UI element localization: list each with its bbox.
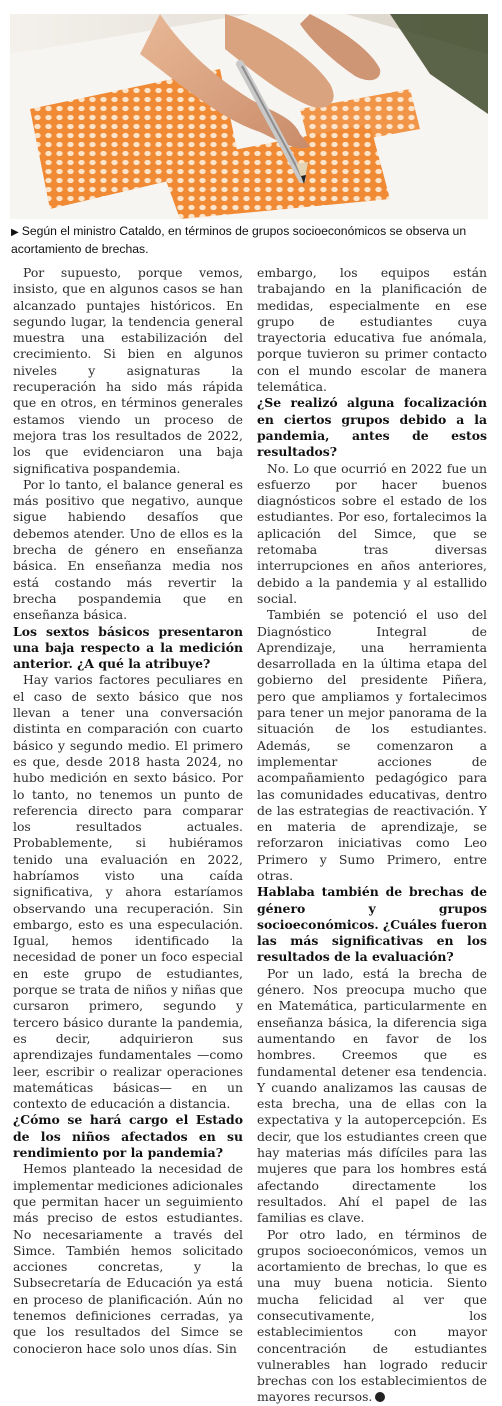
- filled-circle-icon: [375, 1392, 385, 1402]
- paragraph: embargo, los equipos están trabajando en la planificación de medidas, especialmente en ese grupo de estudiantes cuya trayectoria educativa fue anómala, porque tuvieron su primer contacto con el mundo escolar de manera telemática.: [257, 265, 487, 395]
- triangle-right-icon: ▶: [11, 227, 19, 238]
- article-photo: [10, 14, 488, 219]
- paragraph: También se potenció el uso del Diagnóstico Integral de Aprendizaje, una herramienta desarrollada en la última etapa del gobierno del presidente Piñera, pero que ampliamos y fortalecimos para tener un mejor panorama de la situación de los estudiantes. Además, se comenzaron a implementar acciones de acompañamiento pedagógico para las comunidades educativas, dentro de las estrategias de reactivación. Y en materia de aprendizaje, se reforzaron iniciativas como Leo Primero y Sumo Primero, entre otras.: [257, 607, 487, 883]
- interview-question: ¿Cómo se hará cargo el Estado de los niños afectados en su rendimiento por la pandemia?: [13, 1112, 243, 1161]
- paragraph: Por un lado, está la brecha de género. Nos preocupa mucho que en Matemática, particularmente en enseñanza básica, la diferencia siga aumentando en favor de los hombres. Creemos que es fundamental detener esa tendencia. Y cuando analizamos las causas de esta brecha, una de ellas con la expectativa y la autopercepción. Es decir, que los estudiantes creen que hay materias más difíciles para las mujeres que para los hombres está afectando directamente los resultados. Ahí el papel de las familias es clave.: [257, 965, 487, 1226]
- left-column: [13, 265, 243, 1357]
- interview-question: Hablaba también de brechas de género y grupos socioeconómicos. ¿Cuáles fueron las más significativas en los resultados de la evaluación?: [257, 884, 488, 965]
- right-column: [257, 265, 487, 1406]
- paragraph: [257, 1227, 487, 1406]
- paragraph: No. Lo que ocurrió en 2022 fue un esfuerzo por hacer buenos diagnósticos sobre el estado de los estudiantes. Por eso, fortalecimos la aplicación del Simce, que se retomaba tras diversas interrupciones en años anteriores, debido a la pandemia y al estallido social.: [257, 460, 487, 606]
- photo-caption: [11, 223, 489, 257]
- paragraph: Hay varios factores peculiares en el caso de sexto básico que nos llevan a tener una conversación distinta en comparación con cuarto básico y segundo medio. El primero es que, desde 2018 hasta 2024, no hubo medición en sexto básico. Por lo tanto, no tenemos un punto de referencia directo para comparar los resultados actuales. Probablemente, si hubiéramos tenido una evaluación en 2022, habríamos visto una caída significativa, y ahora estaríamos observando una recuperación. Sin embargo, esto es una especulación. Igual, hemos identificado la necesidad de poner un foco especial en este grupo de estudiantes, porque se trata de niños y niñas que cursaron primero, segundo y tercero básico durante la pandemia, es decir, adquirieron sus aprendizajes fundamentales —como leer, escribir o realizar operaciones matemáticas básicas— en un contexto de educación a distancia.: [13, 672, 243, 1112]
- exam-answer-sheet-photo: [10, 14, 488, 219]
- interview-question: ¿Se realizó alguna focalización en ciertos grupos debido a la pandemia, antes de estos resultados?: [257, 395, 487, 460]
- final-paragraph-text: Por otro lado, en términos de grupos socioeconómicos, vemos un acortamiento de brechas, lo que es una muy buena noticia. Siento mucha felicidad al ver que consecutivamente, los establecimientos con mayor concentración de estudiantes vulnerables han logrado reducir brechas con los establecimientos de mayores recursos.: [257, 1226, 487, 1405]
- paragraph: Por lo tanto, el balance general es más positivo que negativo, aunque sigue habiendo desafíos que debemos atender. Uno de ellos es la brecha de género en enseñanza básica. En enseñanza media nos está costando más revertir la brecha pospandemia que en enseñanza básica.: [13, 476, 243, 623]
- paragraph: Por supuesto, porque vemos, insisto, que en algunos casos se han alcanzado puntajes históricos. En segundo lugar, la tendencia general muestra una estabilización del crecimiento. Si bien en algunos niveles y asignaturas la recuperación ha sido más rápida que en otros, en términos generales estamos viendo un proceso de mejora tras los resultados de 2022, los que evidenciaron una baja significativa pospandemia.: [13, 265, 243, 476]
- caption-text: Según el ministro Cataldo, en términos de grupos socioeconómicos se observa un acortamiento de brechas.: [11, 224, 467, 256]
- paragraph: Hemos planteado la necesidad de implementar mediciones adicionales que permitan hacer un seguimiento más preciso de estos estudiantes. No necesariamente a través del Simce. También hemos solicitado acciones concretas, y la Subsecretaría de Educación ya está en proceso de planificación. Aún no tenemos definiciones cerradas, ya que los resultados del Simce se conocieron hace solo unos días. Sin: [13, 1161, 243, 1356]
- interview-question: Los sextos básicos presentaron una baja respecto a la medición anterior. ¿A qué la atribuye?: [13, 623, 243, 672]
